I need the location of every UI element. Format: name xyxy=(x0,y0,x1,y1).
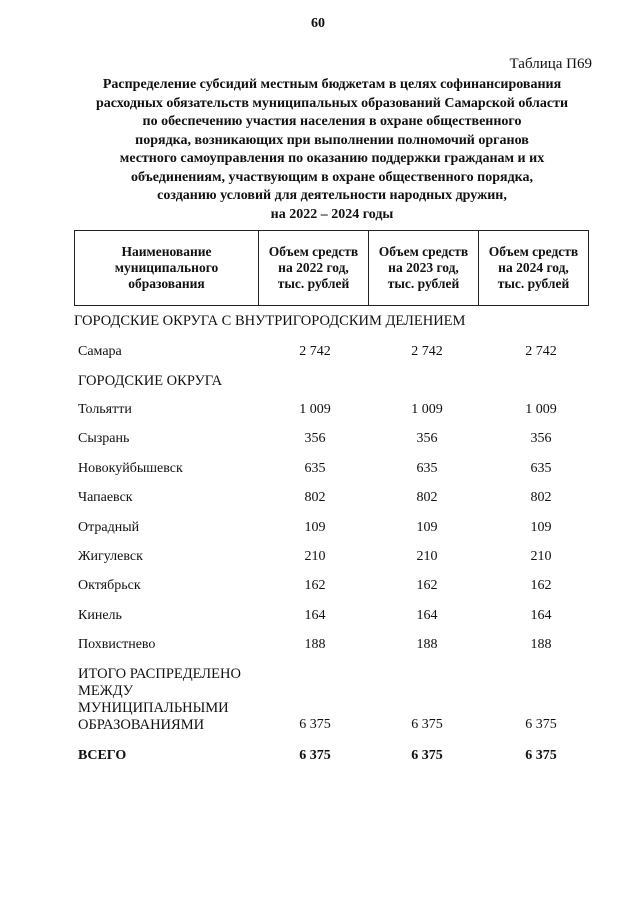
value-2022: 635 xyxy=(304,461,326,476)
title-line: Распределение субсидий местным бюджетам в целях софинансирования xyxy=(102,77,562,92)
value-2022: 802 xyxy=(304,490,326,505)
value-2023: 109 xyxy=(416,520,438,535)
section-heading-urban: ГОРОДСКИЕ ОКРУГА xyxy=(78,373,223,389)
municipality-name: Кинель xyxy=(78,608,122,623)
value-2023: 356 xyxy=(416,431,438,446)
municipality-name: Сызрань xyxy=(78,431,130,446)
municipality-name: Чапаевск xyxy=(78,490,133,505)
value-2024: 2 742 xyxy=(525,344,557,359)
title-line: созданию условий для деятельности народных дружин, xyxy=(157,188,507,203)
value-2023: 162 xyxy=(416,578,438,593)
table-row xyxy=(78,637,602,657)
table-row xyxy=(78,490,602,510)
value-2023: 6 375 xyxy=(411,748,443,763)
municipality-name: Октябрьск xyxy=(78,578,141,593)
section-heading-urban-with-division: ГОРОДСКИЕ ОКРУГА С ВНУТРИГОРОДСКИМ ДЕЛЕНИЕМ xyxy=(74,313,466,329)
table-row xyxy=(78,608,602,628)
value-2024: 109 xyxy=(530,520,552,535)
value-2023: 188 xyxy=(416,637,438,652)
column-header-2023: Объем средств на 2023 год, тыс. рублей xyxy=(369,231,479,306)
value-2023: 2 742 xyxy=(411,344,443,359)
municipality-name: Самара xyxy=(78,344,122,359)
municipality-name: Отрадный xyxy=(78,520,140,535)
table-row xyxy=(78,402,602,422)
municipality-name: Новокуйбышевск xyxy=(78,461,183,476)
value-2023: 1 009 xyxy=(411,402,443,417)
document-title xyxy=(70,76,594,224)
value-2024: 635 xyxy=(530,461,552,476)
value-2024: 162 xyxy=(530,578,552,593)
value-2024: 802 xyxy=(530,490,552,505)
municipality-name: Тольятти xyxy=(78,402,132,417)
distributed-total-label: ИТОГО РАСПРЕДЕЛЕНО МЕЖДУ МУНИЦИПАЛЬНЫМИ ОБРАЗОВАНИЯМИ xyxy=(78,666,241,733)
value-2023: 164 xyxy=(416,608,438,623)
title-line: на 2022 – 2024 годы xyxy=(270,206,394,222)
value-2023: 802 xyxy=(416,490,438,505)
title-line: порядка, возникающих при выполнении полномочий органов xyxy=(135,132,529,148)
title-line: местного самоуправления по оказанию поддержки гражданам и их xyxy=(119,151,545,166)
title-line: расходных обязательств муниципальных образований Самарской области xyxy=(95,95,569,111)
table-row xyxy=(78,461,602,481)
value-2022: 109 xyxy=(304,520,326,535)
value-2024: 6 375 xyxy=(525,717,557,732)
value-2023: 210 xyxy=(416,549,438,564)
table-row xyxy=(78,344,602,364)
value-2022: 162 xyxy=(304,578,326,593)
value-2024: 164 xyxy=(530,608,552,623)
title-line: по обеспечению участия населения в охране общественного xyxy=(142,114,522,129)
value-2022: 164 xyxy=(304,608,326,623)
column-header-municipality: Наименование муниципального образования xyxy=(75,231,259,306)
value-2023: 6 375 xyxy=(411,717,443,732)
value-2022: 1 009 xyxy=(299,402,331,417)
value-2022: 2 742 xyxy=(299,344,331,359)
table-row xyxy=(78,549,602,569)
value-2023: 635 xyxy=(416,461,438,476)
value-2022: 6 375 xyxy=(299,748,331,763)
table-row xyxy=(78,578,602,598)
value-2022: 188 xyxy=(304,637,326,652)
value-2024: 1 009 xyxy=(525,402,557,417)
grand-total-label: ВСЕГО xyxy=(78,748,127,763)
table-label: Таблица П69 xyxy=(509,56,592,72)
column-header-2024: Объем средств на 2024 год, тыс. рублей xyxy=(479,231,589,306)
value-2022: 6 375 xyxy=(299,717,331,732)
value-2024: 188 xyxy=(530,637,552,652)
value-2024: 356 xyxy=(530,431,552,446)
table-header xyxy=(74,230,589,306)
municipality-name: Жигулевск xyxy=(78,549,143,564)
value-2022: 210 xyxy=(304,549,326,564)
column-header-2022: Объем средств на 2022 год, тыс. рублей xyxy=(259,231,369,306)
grand-total-row xyxy=(78,748,602,768)
municipality-name: Похвистнево xyxy=(78,637,156,652)
value-2024: 6 375 xyxy=(525,748,557,763)
table-row xyxy=(78,431,602,451)
distributed-total-row xyxy=(78,666,602,738)
page-number: 60 xyxy=(311,16,325,31)
value-2022: 356 xyxy=(304,431,326,446)
title-line: объединениям, участвующим в охране общественного порядка, xyxy=(130,169,534,185)
table-row xyxy=(78,520,602,540)
value-2024: 210 xyxy=(530,549,552,564)
